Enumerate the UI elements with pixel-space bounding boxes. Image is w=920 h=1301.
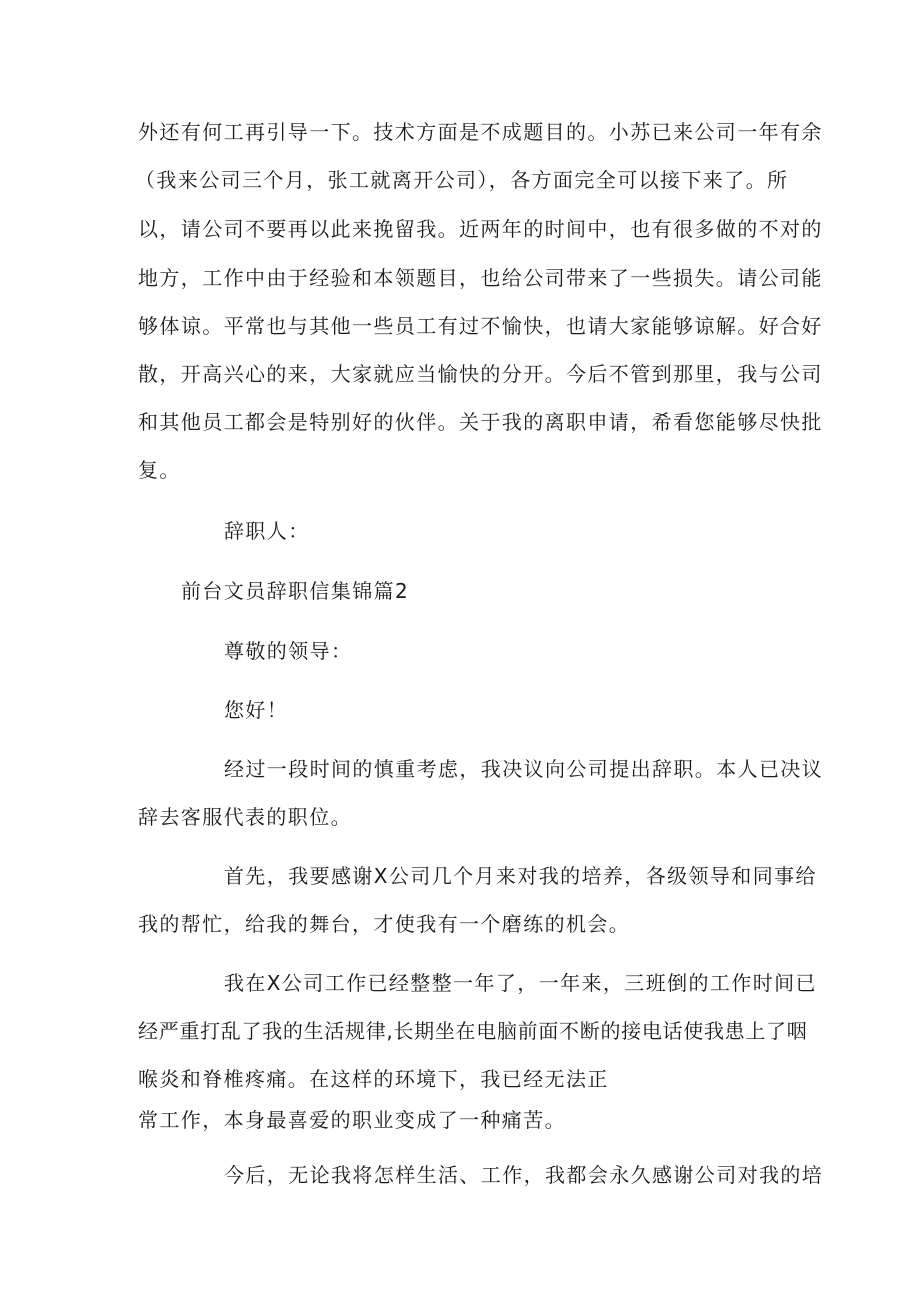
paragraph-line: （我来公司三个月，张工就离开公司），各方面完全可以接下来了。所 <box>135 168 789 192</box>
paragraph-line: 经严重打乱了我的生活规律,长期坐在电脑前面不断的接电话使我患上了咽 <box>138 1019 808 1043</box>
salutation: 尊敬的领导： <box>224 639 353 663</box>
paragraph-line: 经过一段时间的慎重考虑，我决议向公司提出辞职。本人已决议 <box>224 757 824 781</box>
paragraph-line: 我的帮忙，给我的舞台，才使我有一个磨练的机会。 <box>138 912 631 936</box>
paragraph-line: 散，开高兴心的来，大家就应当愉快的分开。今后不管到那里，我与公司 <box>138 362 823 386</box>
paragraph-line: 和其他员工都会是特别好的伙伴。关于我的离职申请，希看您能够尽快批 <box>138 410 823 434</box>
paragraph-line: 以，请公司不要再以此来挽留我。近两年的时间中，也有很多做的不对的 <box>138 217 823 241</box>
paragraph-line: 地方，工作中由于经验和本领题目，也给公司带来了一些损失。请公司能 <box>138 266 823 290</box>
paragraph-line: 首先，我要感谢X公司几个月来对我的培养，各级领导和同事给 <box>224 864 817 888</box>
paragraph-line: 今后，无论我将怎样生活、工作，我都会永久感谢公司对我的培 <box>224 1163 824 1187</box>
section-heading: 前台文员辞职信集锦篇2 <box>181 579 410 603</box>
paragraph-line: 我在X公司工作已经整整一年了，一年来，三班倒的工作时间已 <box>224 971 817 995</box>
paragraph-line: 外还有何工再引导一下。技术方面是不成题目的。小苏已来公司一年有余 <box>138 120 823 144</box>
greeting: 您好！ <box>224 698 289 722</box>
signature-label: 辞职人： <box>224 519 310 543</box>
paragraph-line: 辞去客服代表的职位。 <box>138 805 352 829</box>
paragraph-line: 复。 <box>138 458 181 482</box>
paragraph-line: 喉炎和脊椎疼痛。在这样的环境下，我已经无法正 <box>138 1067 609 1091</box>
paragraph-line: 够体谅。平常也与其他一些员工有过不愉快，也请大家能够谅解。好合好 <box>138 314 823 338</box>
paragraph-line: 常工作，本身最喜爱的职业变成了一种痛苦。 <box>138 1108 566 1132</box>
